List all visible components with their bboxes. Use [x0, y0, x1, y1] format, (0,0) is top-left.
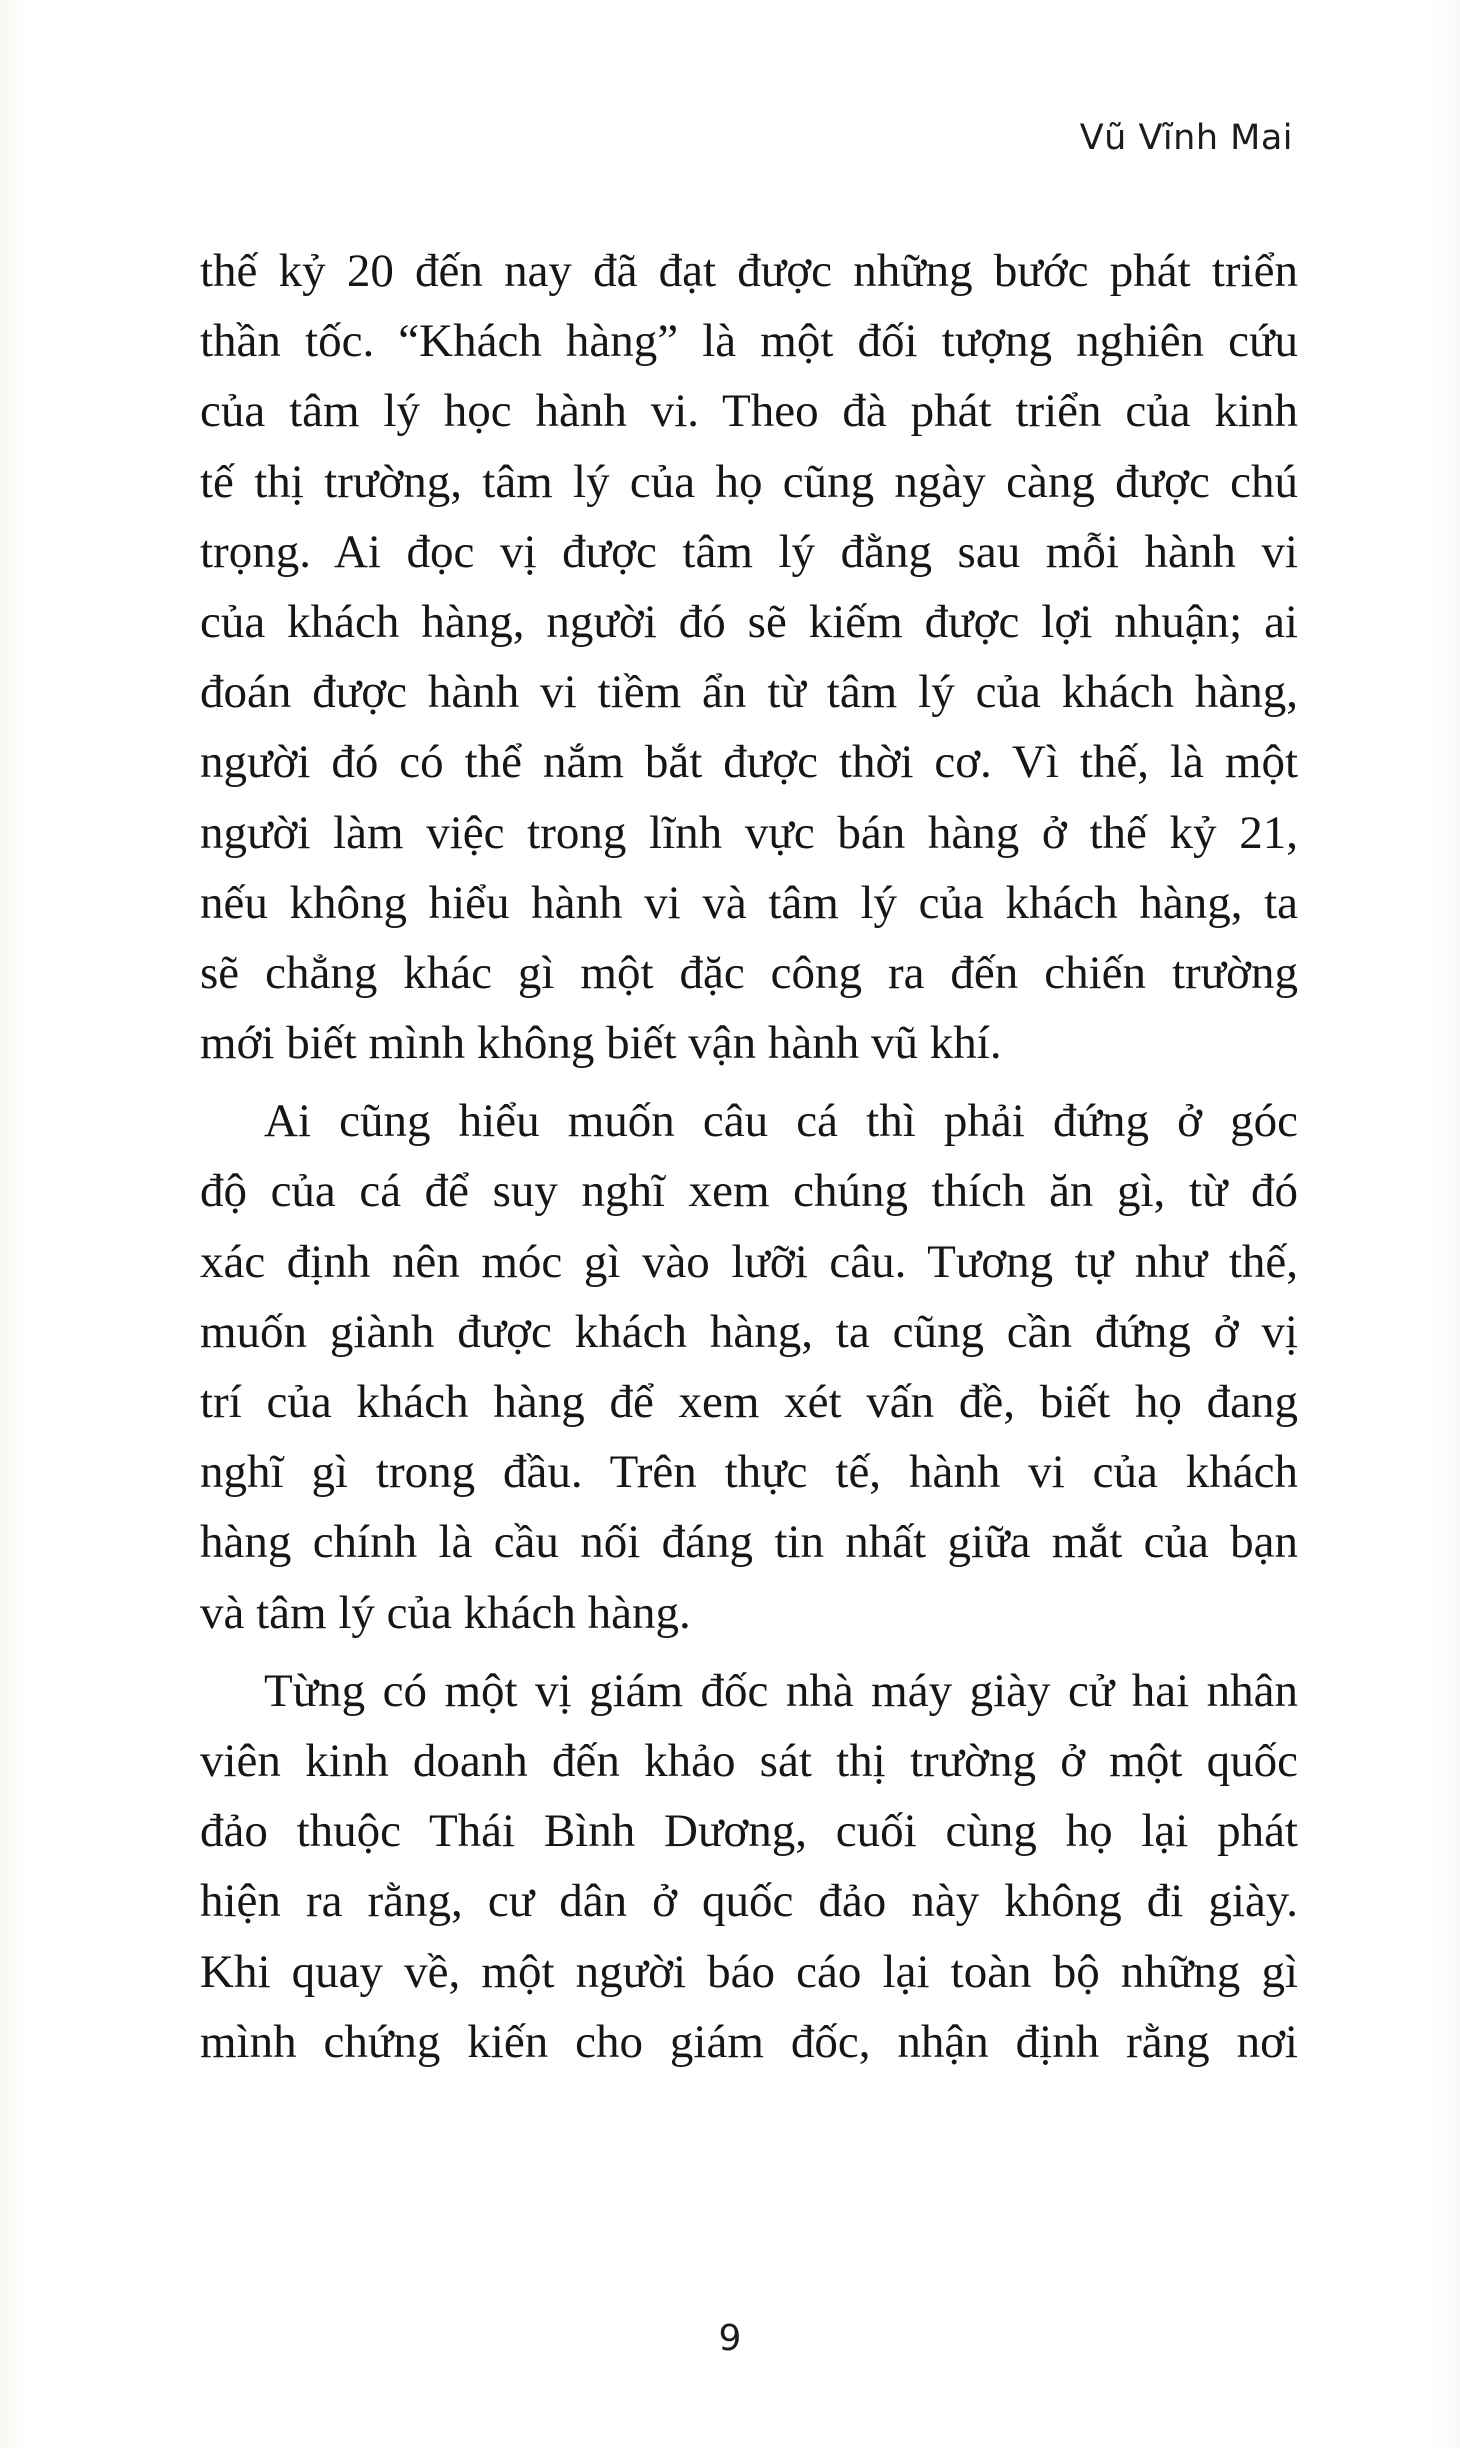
paragraph-2 [200, 1086, 1298, 1648]
running-header-author: Vũ Vĩnh Mai [1079, 118, 1293, 158]
text-line: xác định nên móc gì vào lưỡi câu. Tương tự như thế, [200, 1235, 1298, 1288]
text-line: sẽ chẳng khác gì một đặc công ra đến chiến trường [200, 946, 1298, 999]
text-line: Ai cũng hiểu muốn câu cá thì phải đứng ở góc [264, 1095, 1298, 1148]
text-line: Khi quay về, một người báo cáo lại toàn bộ những gì [200, 1945, 1298, 1998]
text-line: và tâm lý của khách hàng. [200, 1586, 691, 1639]
text-line: nghĩ gì trong đầu. Trên thực tế, hành vi của khách [200, 1446, 1298, 1499]
paragraph-3 [200, 1656, 1298, 2077]
text-line: mình chứng kiến cho giám đốc, nhận định rằng nơi [200, 2015, 1298, 2068]
text-line: thần tốc. “Khách hàng” là một đối tượng nghiên cứu [200, 315, 1298, 368]
text-line: độ của cá để suy nghĩ xem chúng thích ăn gì, từ đó [200, 1165, 1298, 1218]
page-number: 9 [718, 2318, 742, 2359]
text-line: tế thị trường, tâm lý của họ cũng ngày càng được chú [200, 455, 1298, 508]
text-line: đoán được hành vi tiềm ẩn từ tâm lý của khách hàng, [200, 666, 1298, 719]
text-line: của khách hàng, người đó sẽ kiếm được lợi nhuận; ai [200, 595, 1298, 648]
text-line: trọng. Ai đọc vị được tâm lý đằng sau mỗi hành vi [200, 525, 1298, 578]
text-line: mới biết mình không biết vận hành vũ khí. [200, 1017, 1002, 1070]
text-line: đảo thuộc Thái Bình Dương, cuối cùng họ lại phát [200, 1805, 1298, 1858]
text-line: người làm việc trong lĩnh vực bán hàng ở thế kỷ 21, [200, 806, 1298, 859]
body-text [200, 236, 1298, 2085]
text-line: muốn giành được khách hàng, ta cũng cần đứng ở vị [200, 1305, 1298, 1358]
text-line: người đó có thể nắm bắt được thời cơ. Vì thế, là một [200, 736, 1298, 789]
paragraph-1 [200, 236, 1298, 1078]
text-line: của tâm lý học hành vi. Theo đà phát triển của kinh [200, 385, 1298, 438]
text-line: trí của khách hàng để xem xét vấn đề, biết họ đang [200, 1376, 1298, 1428]
text-line: thế kỷ 20 đến nay đã đạt được những bước phát triển [200, 245, 1298, 297]
text-line: hiện ra rằng, cư dân ở quốc đảo này không đi giày. [200, 1875, 1298, 1928]
text-line: hàng chính là cầu nối đáng tin nhất giữa mắt của bạn [200, 1516, 1298, 1569]
text-line: Từng có một vị giám đốc nhà máy giày cử hai nhân [264, 1664, 1298, 1717]
text-line: nếu không hiểu hành vi và tâm lý của khách hàng, ta [200, 876, 1298, 929]
text-line: viên kinh doanh đến khảo sát thị trường ở một quốc [200, 1734, 1298, 1787]
